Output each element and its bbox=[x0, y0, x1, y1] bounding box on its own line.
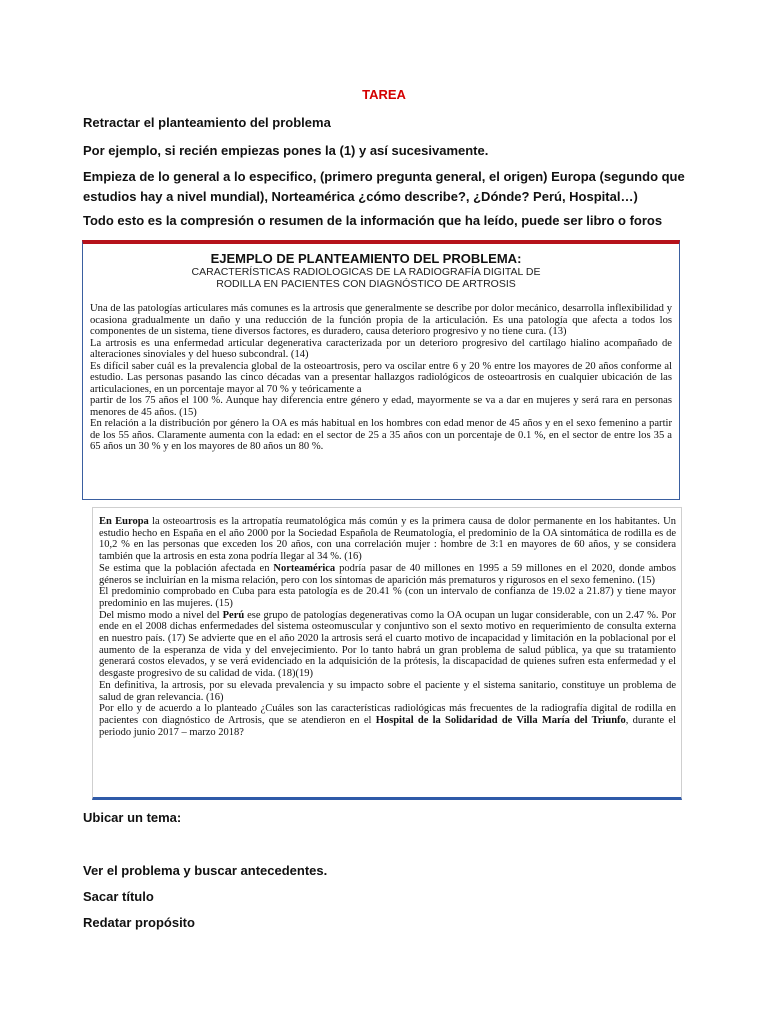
instruction-2: Por ejemplo, si recién empiezas pones la (1) y así sucesivamente. bbox=[83, 143, 489, 158]
text-europa: la osteoartrosis es la artropatía reumatológica más común y es la primera causa de dolor permanente en los habitantes. Un estudio hecho en España en el año 2000 por la Sociedad Española de Reumatología, el predominio de la OA sintomática de rodilla es de 10,2 % en las personas que exceden los 20 años, con una correlación mujer : hombre de 3:1 en mayores de 60 años, y se considera también que la artrosis en esta zona podría llegar al 34 %. (16) bbox=[99, 516, 676, 563]
bold-hospital: Hospital de la Solidaridad de Villa María del Triunfo bbox=[375, 714, 626, 726]
text-peru: ese grupo de patologías degenerativas como la OA ocupan un lugar considerable, con un 2.47 %. Por ende en el 2008 dichas enfermedades del sistema osteomuscular y conjuntivo son el sexto motivo en requerimiento de consulta externa en nuestro país. (17) Se advierte que en el año 2020 la artrosis será el cuarto motivo de incapacidad y limitación en la poblacional por el aumento de la esperanza de vida y del envejecimiento. Por lo tanto habrá un gran problema de salud pública, ya que su tratamiento generará costos elevados, y se verá evidenciado en la adquisición de la prótesis, la discapacidad de quienes sufren esta enfermedad y el desgaste progresivo de su calidad de vida. (18)(19) bbox=[99, 609, 676, 680]
example-box bbox=[82, 240, 680, 500]
bold-norteamerica: Norteamérica bbox=[273, 562, 336, 574]
paragraph-norteamerica bbox=[99, 563, 676, 586]
step-4: Redatar propósito bbox=[83, 915, 195, 930]
second-body bbox=[99, 516, 676, 738]
instruction-3: Empieza de lo general a lo especifico, (primero pregunta general, el origen) Europa (segundo que estudios hay a nivel mundial), Norteamérica ¿cómo describe?, ¿Dónde? Perú, Hospital…) bbox=[83, 169, 685, 204]
example-body bbox=[90, 303, 672, 453]
text-question-end: , durante el periodo junio 2017 – marzo 2018? bbox=[99, 714, 676, 738]
example-heading: EJEMPLO DE PLANTEAMIENTO DEL PROBLEMA: bbox=[210, 251, 522, 266]
example-paragraph: Una de las patologías articulares más comunes es la artrosis que generalmente se describe por dolor mecánico, desarrolla inflexibilidad y ocasiona gradualmente un daño y una reducción de la función propia de la articulación. Es una patología que afecta a todos los componentes de un sistema, tiene diversos factores, es duradero, causa deterioro progresivo y no tiene cura. (13) bbox=[90, 303, 672, 337]
step-3: Sacar título bbox=[83, 889, 154, 904]
page-title: TAREA bbox=[362, 87, 406, 102]
text-peru-start: Del mismo modo a nivel del bbox=[99, 609, 223, 621]
paragraph-conclusion: En definitiva, la artrosis, por su elevada prevalencia y su impacto sobre el paciente y el sistema sanitario, constituye un problema de salud de gran relevancia. (16) bbox=[99, 679, 676, 703]
paragraph-peru bbox=[99, 610, 676, 680]
step-2: Ver el problema y buscar antecedentes. bbox=[83, 863, 328, 878]
example-subheading-2: RODILLA EN PACIENTES CON DIAGNÓSTICO DE ARTROSIS bbox=[216, 278, 516, 290]
text-question-start: Por ello y de acuerdo a lo planteado ¿Cuáles son las características radiológicas más frecuentes de la radiografía digital de rodilla en pacientes con diagnóstico de Artrosis, que se atendieron en el bbox=[99, 703, 676, 726]
paragraph-europa bbox=[99, 516, 676, 563]
example-paragraph: Es difícil saber cuál es la prevalencia global de la osteoartrosis, pero va oscilar entre 6 y 20 % entre los mayores de 20 años conforme al estudio. Las personas pasando las cinco décadas van a presentar hallazgos radiológicos de osteoartrosis en cualquier ubicación de las articulaciones, en un porcentaje mayor al 70 % y teóricamente a bbox=[90, 360, 672, 395]
bold-peru: Perú bbox=[222, 609, 245, 621]
example-paragraph: La artrosis es una enfermedad articular degenerativa caracterizada por un deterioro progresivo del cartílago hialino acompañado de alteraciones sinoviales y del hueso subcondral. (14) bbox=[90, 337, 672, 360]
text-norteamerica: podría pasar de 40 millones en 1995 a 59 millones en el 2020, donde ambos géneros se incluirían en la misma relación, pero con los síntomas de aparición más prematuros y rigurosos en el sexo femenino. (15) bbox=[99, 562, 676, 586]
example-paragraph: En relación a la distribución por género la OA es más habitual en los hombres con edad menor de 45 años y en el sexo femenino a partir de los 55 años. Claramente aumenta con la edad: en el sector de 25 a 35 años con un porcentaje de 0.1 %, en el sector de entre los 35 a 65 años un 30 % y en los mayores de 80 años un 80 %. bbox=[90, 418, 672, 452]
example-paragraph: partir de los 75 años el 100 %. Aunque hay diferencia entre género y edad, mayormente se va a dar en mujeres y será rara en personas menores de 45 años. (15) bbox=[90, 395, 672, 418]
instruction-4: Todo esto es la compresión o resumen de la información que ha leído, puede ser libro o foros bbox=[83, 213, 663, 228]
bold-europa: En Europa bbox=[99, 516, 149, 527]
paragraph-cuba: El predominio comprobado en Cuba para esta patología es de 20.41 % (con un intervalo de confianza de 19.02 a 21.87) y tiene mayor predominio en las mujeres. (15) bbox=[99, 586, 676, 609]
step-1: Ubicar un tema: bbox=[83, 810, 182, 825]
instruction-1: Retractar el planteamiento del problema bbox=[83, 115, 331, 130]
text-norteamerica-start: Se estima que la población afectada en bbox=[99, 562, 274, 574]
example-subheading-1: CARACTERÍSTICAS RADIOLOGICAS DE LA RADIOGRAFÍA DIGITAL DE bbox=[191, 266, 541, 278]
paragraph-question bbox=[99, 703, 676, 738]
second-box bbox=[92, 507, 682, 800]
